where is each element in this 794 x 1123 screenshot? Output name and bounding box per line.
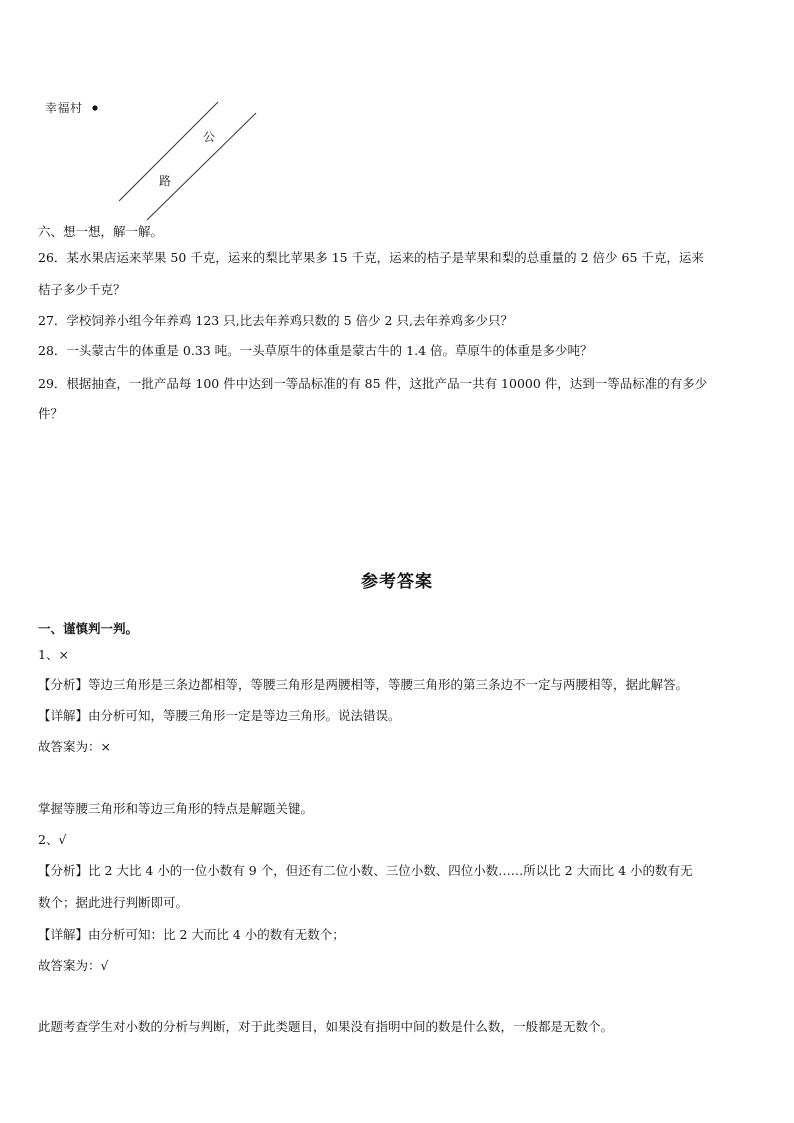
answer-2-label: 2、√ bbox=[38, 832, 67, 847]
question-29-line-2: 件？ bbox=[38, 406, 64, 421]
answer-1-label: 1、× bbox=[38, 647, 69, 662]
answer-2-analysis-line-1: 【分析】比 2 大比 4 小的一位小数有 9 个，但还有二位小数、三位小数、四位小数……所以比 2 大而比 4 小的数有无 bbox=[38, 863, 693, 878]
village-dot bbox=[92, 105, 97, 110]
map-figure bbox=[0, 0, 794, 230]
answer-2-note: 此题考查学生对小数的分析与判断，对于此类题目，如果没有指明中间的数是什么数，一般都是无数个。 bbox=[38, 1019, 614, 1034]
section-heading: 六、想一想，解一解。 bbox=[38, 224, 164, 239]
answer-1-analysis: 【分析】等边三角形是三条边都相等，等腰三角形是两腰相等，等腰三角形的第三条边不一定与两腰相等，据此解答。 bbox=[38, 677, 689, 692]
village-label: 幸福村 bbox=[45, 101, 83, 115]
question-28: 28．一头蒙古牛的体重是 0.33 吨。一头草原牛的体重是蒙古牛的 1.4 倍。草原牛的体重是多少吨？ bbox=[38, 343, 593, 358]
question-26-line-2: 桔子多少千克？ bbox=[38, 282, 126, 297]
question-26-line-1: 26．某水果店运来苹果 50 千克，运来的梨比苹果多 15 千克，运来的桔子是苹果和梨的总重量的 2 倍少 65 千克，运来 bbox=[38, 250, 704, 265]
answer-2-result: 故答案为：√ bbox=[38, 958, 109, 973]
answer-2-detail: 【详解】由分析可知：比 2 大而比 4 小的数有无数个； bbox=[38, 927, 345, 942]
question-27: 27．学校饲养小组今年养鸡 123 只,比去年养鸡只数的 5 倍少 2 只,去年养鸡多少只？ bbox=[38, 313, 513, 328]
question-29-line-1: 29．根据抽查，一批产品每 100 件中达到一等品标准的有 85 件，这批产品一共有 10000 件，达到一等品标准的有多少 bbox=[38, 376, 708, 391]
answers-section-heading: 一、谨慎判一判。 bbox=[38, 621, 139, 636]
answer-1-detail: 【详解】由分析可知，等腰三角形一定是等边三角形。说法错误。 bbox=[38, 708, 401, 723]
road-label-char-2: 路 bbox=[159, 174, 172, 188]
answers-title: 参考答案 bbox=[361, 572, 433, 592]
road-diagram bbox=[0, 0, 794, 230]
answer-2-analysis-line-2: 数个；据此进行判断即可。 bbox=[38, 895, 189, 910]
answer-1-result: 故答案为：× bbox=[38, 739, 111, 754]
answer-1-note: 掌握等腰三角形和等边三角形的特点是解题关键。 bbox=[38, 801, 314, 816]
road-label-char-1: 公 bbox=[203, 130, 216, 144]
road-edge-right bbox=[147, 113, 256, 220]
